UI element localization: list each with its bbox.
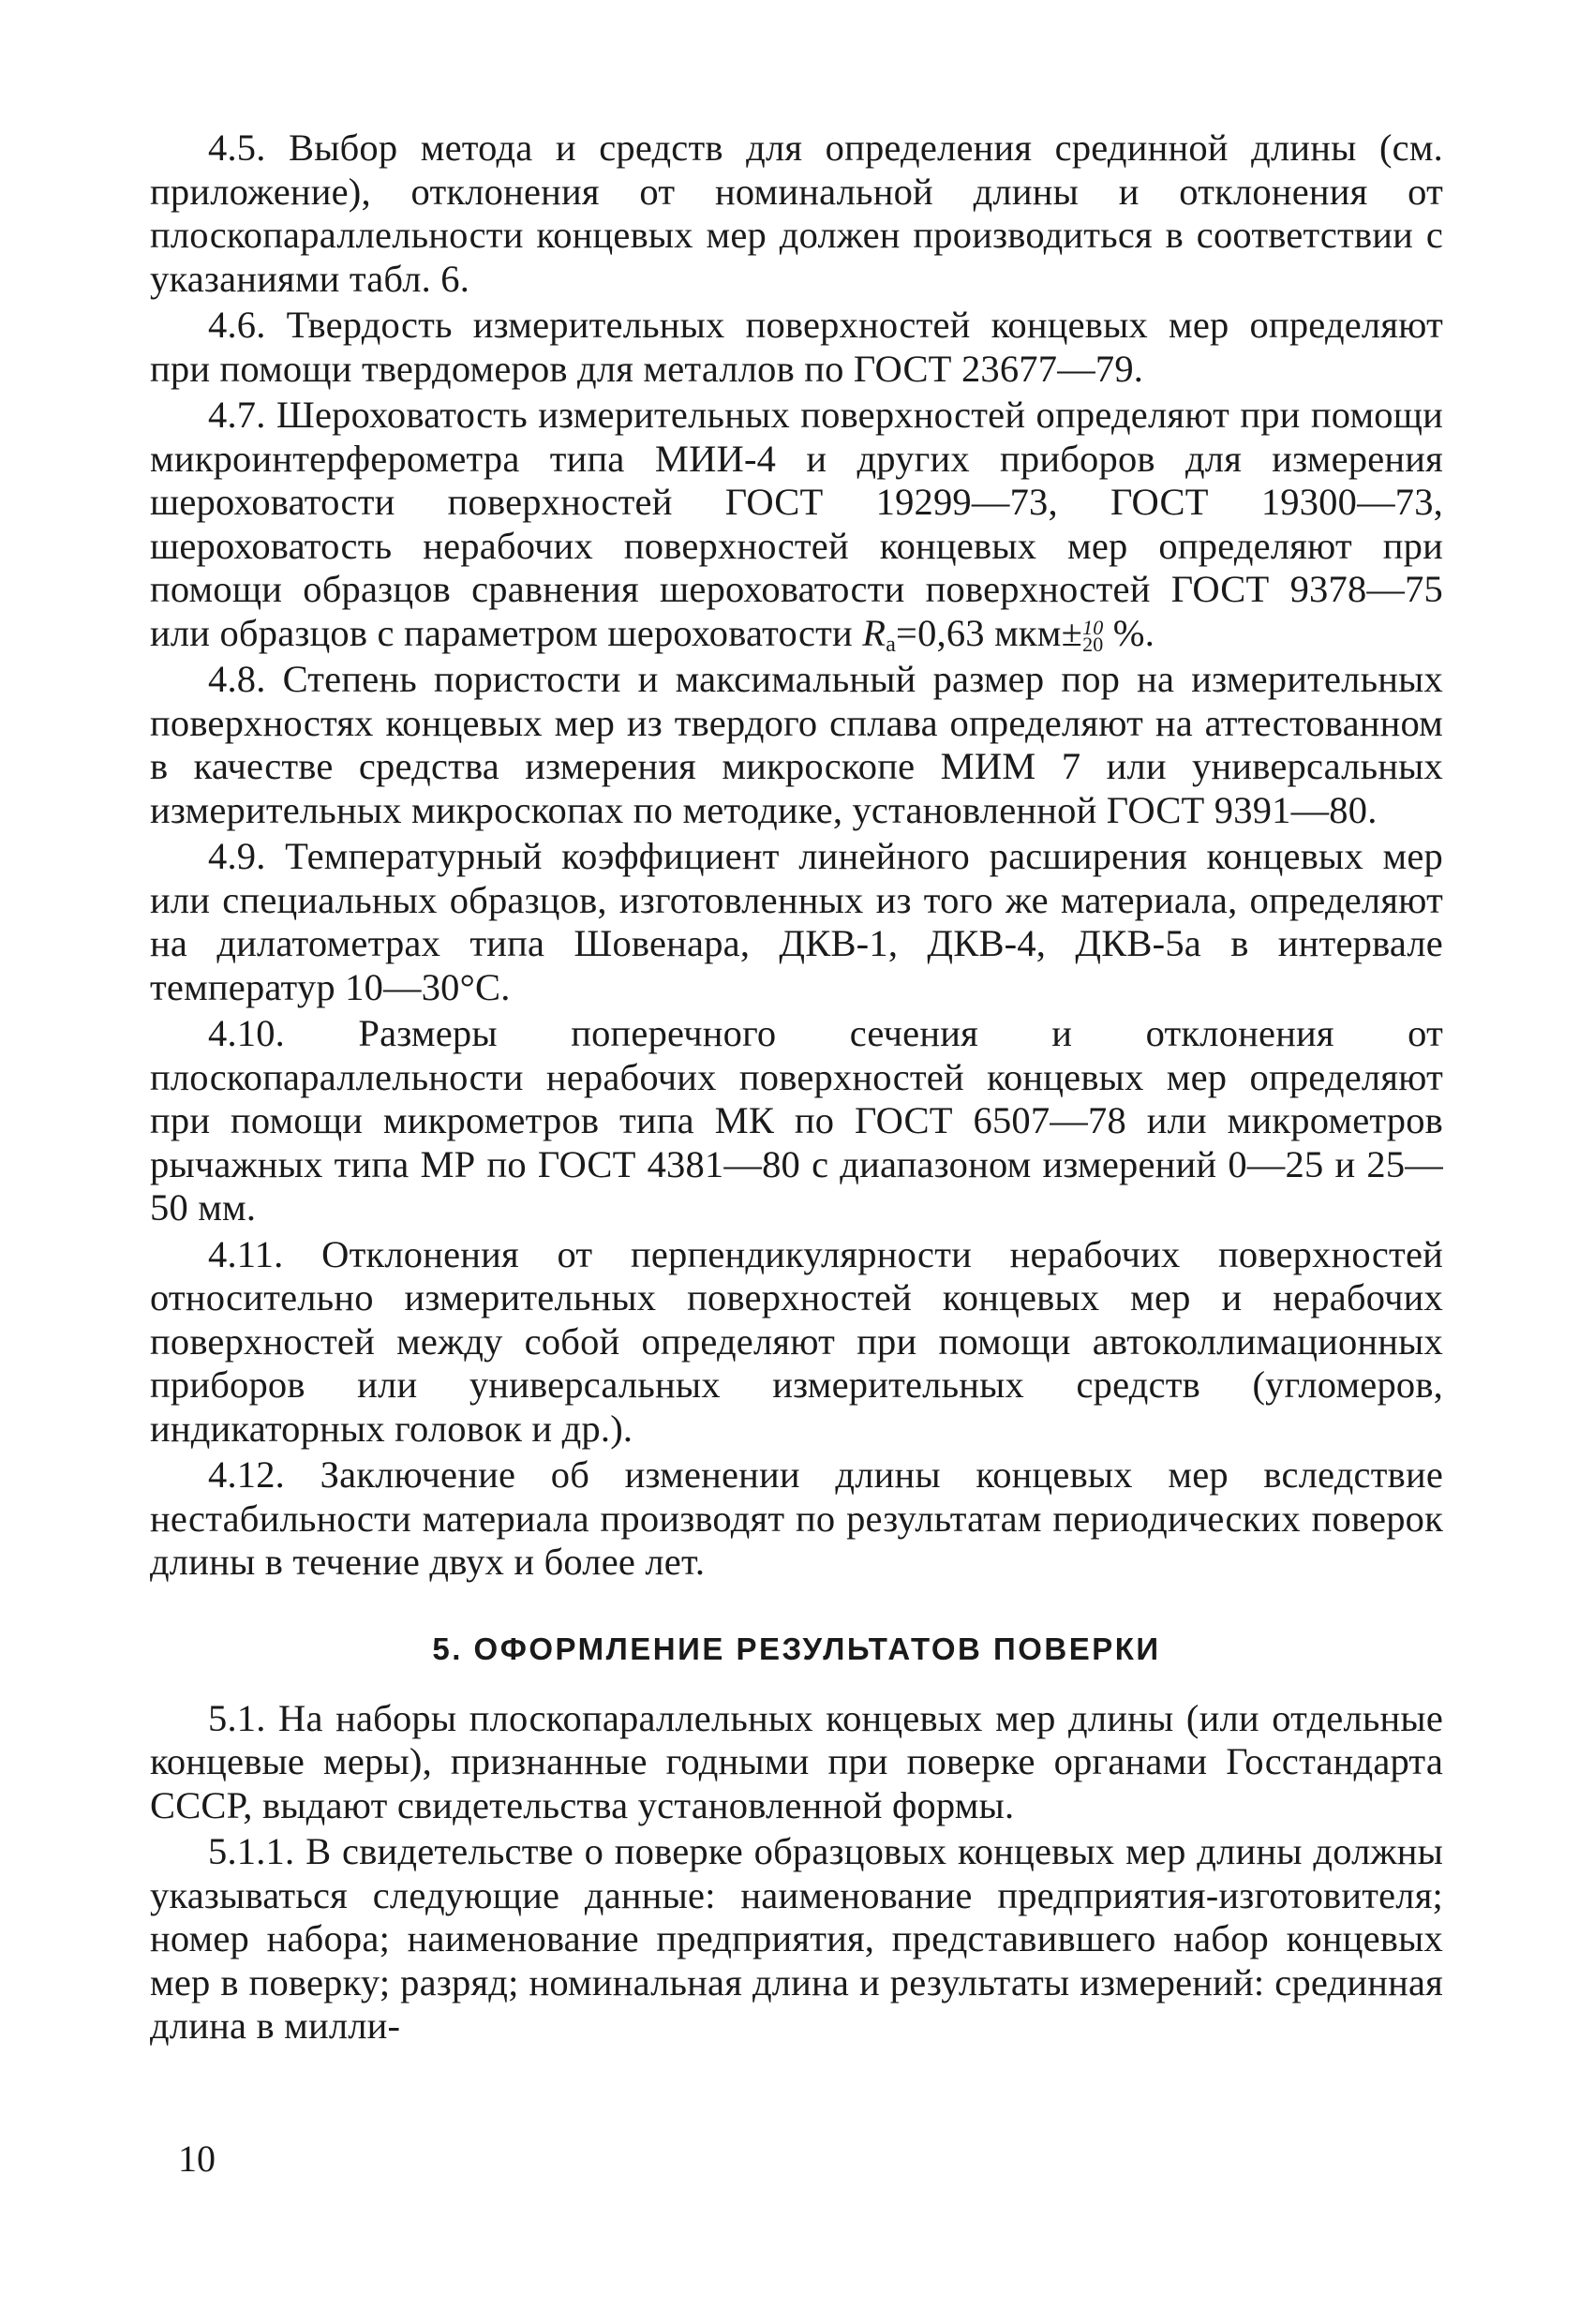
paragraph-5-1-1: 5.1.1. В свидетельстве о поверке образцовых концевых мер длины должны указываться следующие данные: наименование предприятия-изготовителя; номер набора; наименование предприятия, представившего набор концевых мер в поверку; разряд; номинальная длина и результаты измерений: срединная длина в милли-: [150, 1830, 1443, 2047]
paragraph-4-5: 4.5. Выбор метода и средств для определения срединной длины (см. приложение), отклонения от номинальной длины и отклонения от плоскопараллельности концевых мер должен производиться в соответствии с указаниями табл. 6.: [150, 127, 1443, 300]
paragraph-4-8: 4.8. Степень пористости и максимальный размер пор на измерительных поверхностях концевых мер из твердого сплава определяют на аттестованном в качестве средства измерения микроскопе МИМ 7 или универсальных измерительных микроскопах по методике, установленной ГОСТ 9391—80.: [150, 658, 1443, 831]
formula-symbol: R: [862, 611, 886, 654]
page-number: 10: [178, 2138, 216, 2180]
formula-tol-lower: 20: [1082, 632, 1104, 656]
paragraph-4-12: 4.12. Заключение об изменении длины концевых мер вследствие нестабильности материала производят по результатам периодических поверок длины в течение двух и более лет.: [150, 1453, 1443, 1583]
section-heading: 5. ОФОРМЛЕНИЕ РЕЗУЛЬТАТОВ ПОВЕРКИ: [432, 1631, 1161, 1666]
roughness-formula: [862, 611, 1155, 657]
paragraph-5-1: 5.1. На наборы плоскопараллельных концевых мер длины (или отдельные концевые меры), признанные годными при поверке органами Госстандарта СССР, выдают свидетельства установленной формы.: [150, 1696, 1443, 1826]
formula-subscript: a: [886, 632, 897, 657]
paragraph-4-10: 4.10. Размеры поперечного сечения и отклонения от плоскопараллельности нерабочих поверхностей концевых мер определяют при помощи микрометров типа МК по ГОСТ 6507—78 или микрометров рычажных типа МР по ГОСТ 4381—80 с диапазоном измерений 0—25 и 25—50 мм.: [150, 1012, 1443, 1229]
paragraph-4-11: 4.11. Отклонения от перпендикулярности нерабочих поверхностей относительно измерительных поверхностей концевых мер и нерабочих поверхностей между собой определяют при помощи автоколлимационных приборов или универсальных измерительных средств (угломеров, индикаторных головок и др.).: [150, 1232, 1443, 1450]
document-page: [150, 127, 1443, 2051]
paragraph-4-7-text: 4.7. Шероховатость измерительных поверхностей определяют при помощи микроинтерферометра типа МИИ-4 и других приборов для измерения шероховатости поверхностей ГОСТ 19299—73, ГОСТ 19300—73, шероховатость нерабочих поверхностей концевых мер определяют при помощи образцов сравнения шероховатости поверхностей ГОСТ 9378—75 или образцов с параметром шероховатости: [150, 394, 1443, 654]
formula-unit: %.: [1112, 611, 1155, 654]
formula-value: =0,63 мкм±: [896, 611, 1083, 654]
formula-tol-upper: 10: [1082, 615, 1104, 639]
paragraph-4-6: 4.6. Твердость измерительных поверхностей концевых мер определяют при помощи твердомеров для металлов по ГОСТ 23677—79.: [150, 304, 1443, 390]
paragraph-4-9: 4.9. Температурный коэффициент линейного расширения концевых мер или специальных образцов, изготовленных из того же материала, определяют на дилатометрах типа Шовенара, ДКВ-1, ДКВ-4, ДКВ-5а в интервале температур 10—30°С.: [150, 835, 1443, 1008]
formula-tolerance: [1082, 615, 1104, 656]
paragraph-4-7: [150, 394, 1443, 655]
